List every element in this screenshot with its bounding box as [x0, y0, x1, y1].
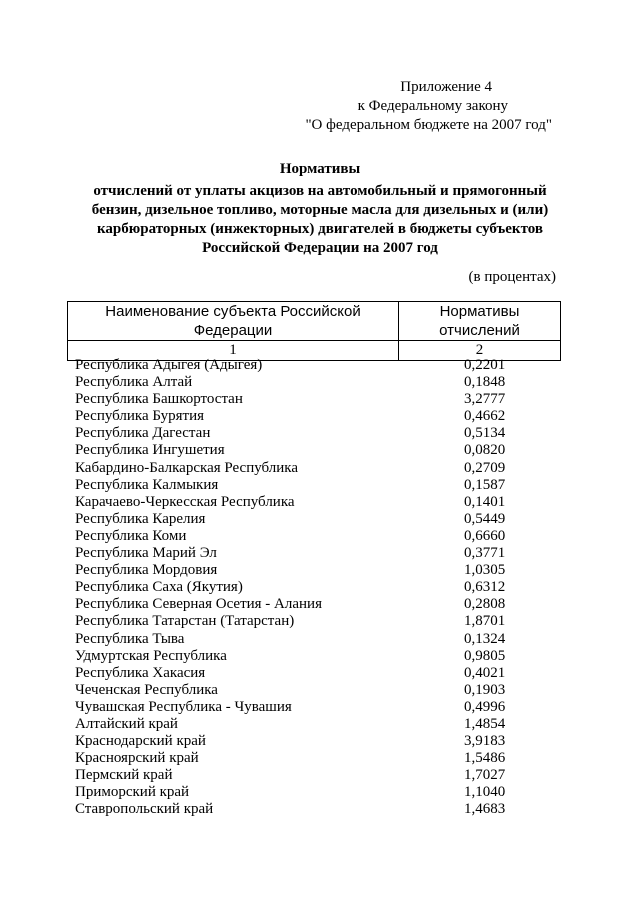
title-line-1: отчислений от уплаты акцизов на автомобильный и прямогонный [93, 183, 547, 199]
table-row [75, 545, 555, 562]
subject-name: Республика Коми [75, 527, 187, 544]
subject-name: Республика Татарстан (Татарстан) [75, 613, 295, 630]
norm-value: 1,8701 [464, 613, 506, 630]
norm-value: 0,0820 [464, 442, 506, 459]
table-row [75, 477, 555, 494]
subject-name: Краснодарский край [75, 733, 206, 750]
norm-value: 0,2709 [464, 459, 506, 476]
subject-name: Карачаево-Черкесская Республика [75, 493, 295, 510]
norm-value: 3,2777 [464, 391, 506, 408]
table-row [75, 528, 555, 545]
table-header [67, 301, 561, 361]
subject-name: Алтайский край [75, 715, 178, 732]
table-row [75, 408, 555, 425]
table-row [75, 750, 555, 767]
norm-value: 1,0305 [464, 562, 506, 579]
norm-value: 1,4854 [464, 715, 506, 732]
table-body [75, 357, 555, 819]
subject-name: Республика Ингушетия [75, 442, 225, 459]
subject-name: Республика Тыва [75, 630, 185, 647]
norm-value: 0,6312 [464, 579, 506, 596]
norm-value: 0,1324 [464, 630, 506, 647]
norm-value: 1,7027 [464, 767, 506, 784]
norm-value: 0,1848 [464, 374, 506, 391]
subject-name: Удмуртская Республика [75, 647, 227, 664]
subject-name: Республика Алтай [75, 374, 193, 391]
appendix-number: Приложение 4 [400, 79, 492, 95]
norm-value: 3,9183 [464, 733, 506, 750]
column-header-norms: Нормативы отчислений [399, 302, 561, 341]
units-note: (в процентах) [468, 269, 556, 285]
subject-name: Республика Адыгея (Адыгея) [75, 357, 263, 373]
subject-name: Республика Башкортостан [75, 391, 243, 408]
table-row [75, 767, 555, 784]
norm-value: 0,2201 [464, 357, 506, 373]
norm-value: 0,1903 [464, 681, 506, 698]
table-row [75, 716, 555, 733]
subject-name: Республика Марий Эл [75, 545, 217, 562]
norm-value: 0,6660 [464, 527, 506, 544]
table-row [75, 374, 555, 391]
table-row [75, 648, 555, 665]
norm-value: 0,5449 [464, 510, 506, 527]
table-row [75, 801, 555, 818]
norm-value: 0,3771 [464, 545, 506, 562]
title-heading: Нормативы [279, 161, 361, 177]
table-row [75, 425, 555, 442]
norm-value: 0,1401 [464, 493, 506, 510]
column-header-subject: Наименование субъекта Российской Федерации [68, 302, 399, 341]
norm-value: 1,5486 [464, 750, 506, 767]
table-row [75, 511, 555, 528]
table-row [75, 357, 555, 374]
table-row [75, 784, 555, 801]
table-row [75, 596, 555, 613]
subject-name: Республика Мордовия [75, 562, 218, 579]
subject-name: Кабардино-Балкарская Республика [75, 459, 299, 476]
table-row [75, 682, 555, 699]
subject-name: Республика Северная Осетия - Алания [75, 596, 322, 613]
table-row [75, 579, 555, 596]
document-title [60, 160, 580, 258]
appendix-header [252, 78, 552, 135]
table-row [75, 699, 555, 716]
subject-name: Республика Бурятия [75, 408, 205, 425]
norm-value: 1,4683 [464, 801, 506, 818]
title-line-3: карбюраторных (инжекторных) двигателей в бюджеты субъектов [97, 221, 543, 237]
title-line-2: бензин, дизельное топливо, моторные масла для дизельных и (или) [91, 202, 549, 218]
subject-name: Ставропольский край [75, 801, 214, 818]
norm-value: 0,1587 [464, 476, 506, 493]
norm-value: 1,1040 [464, 784, 506, 801]
subject-name: Республика Хакасия [75, 664, 206, 681]
subject-name: Красноярский край [75, 750, 199, 767]
subject-name: Чеченская Республика [75, 681, 218, 698]
subject-name: Чувашская Республика - Чувашия [75, 698, 292, 715]
column-number-2: 2 [399, 341, 561, 361]
table-row [75, 391, 555, 408]
norm-value: 0,2808 [464, 596, 506, 613]
title-line-4: Российской Федерации на 2007 год [202, 240, 438, 256]
table-row [75, 613, 555, 630]
table-row [75, 665, 555, 682]
norm-value: 0,9805 [464, 647, 506, 664]
norm-value: 0,4021 [464, 664, 506, 681]
norm-value: 0,5134 [464, 425, 506, 442]
subject-name: Республика Калмыкия [75, 476, 219, 493]
table-row [75, 631, 555, 648]
norm-value: 0,4996 [464, 698, 506, 715]
subject-name: Республика Карелия [75, 510, 206, 527]
appendix-law-title: "О федеральном бюджете на 2007 год" [305, 117, 552, 133]
table-row [75, 460, 555, 477]
subject-name: Приморский край [75, 784, 190, 801]
appendix-law-reference: к Федеральному закону [357, 98, 508, 114]
subject-name: Пермский край [75, 767, 173, 784]
column-number-1: 1 [68, 341, 399, 361]
subject-name: Республика Саха (Якутия) [75, 579, 243, 596]
norm-value: 0,4662 [464, 408, 506, 425]
table-row [75, 494, 555, 511]
table-row [75, 562, 555, 579]
table-row [75, 442, 555, 459]
subject-name: Республика Дагестан [75, 425, 211, 442]
table-row [75, 733, 555, 750]
